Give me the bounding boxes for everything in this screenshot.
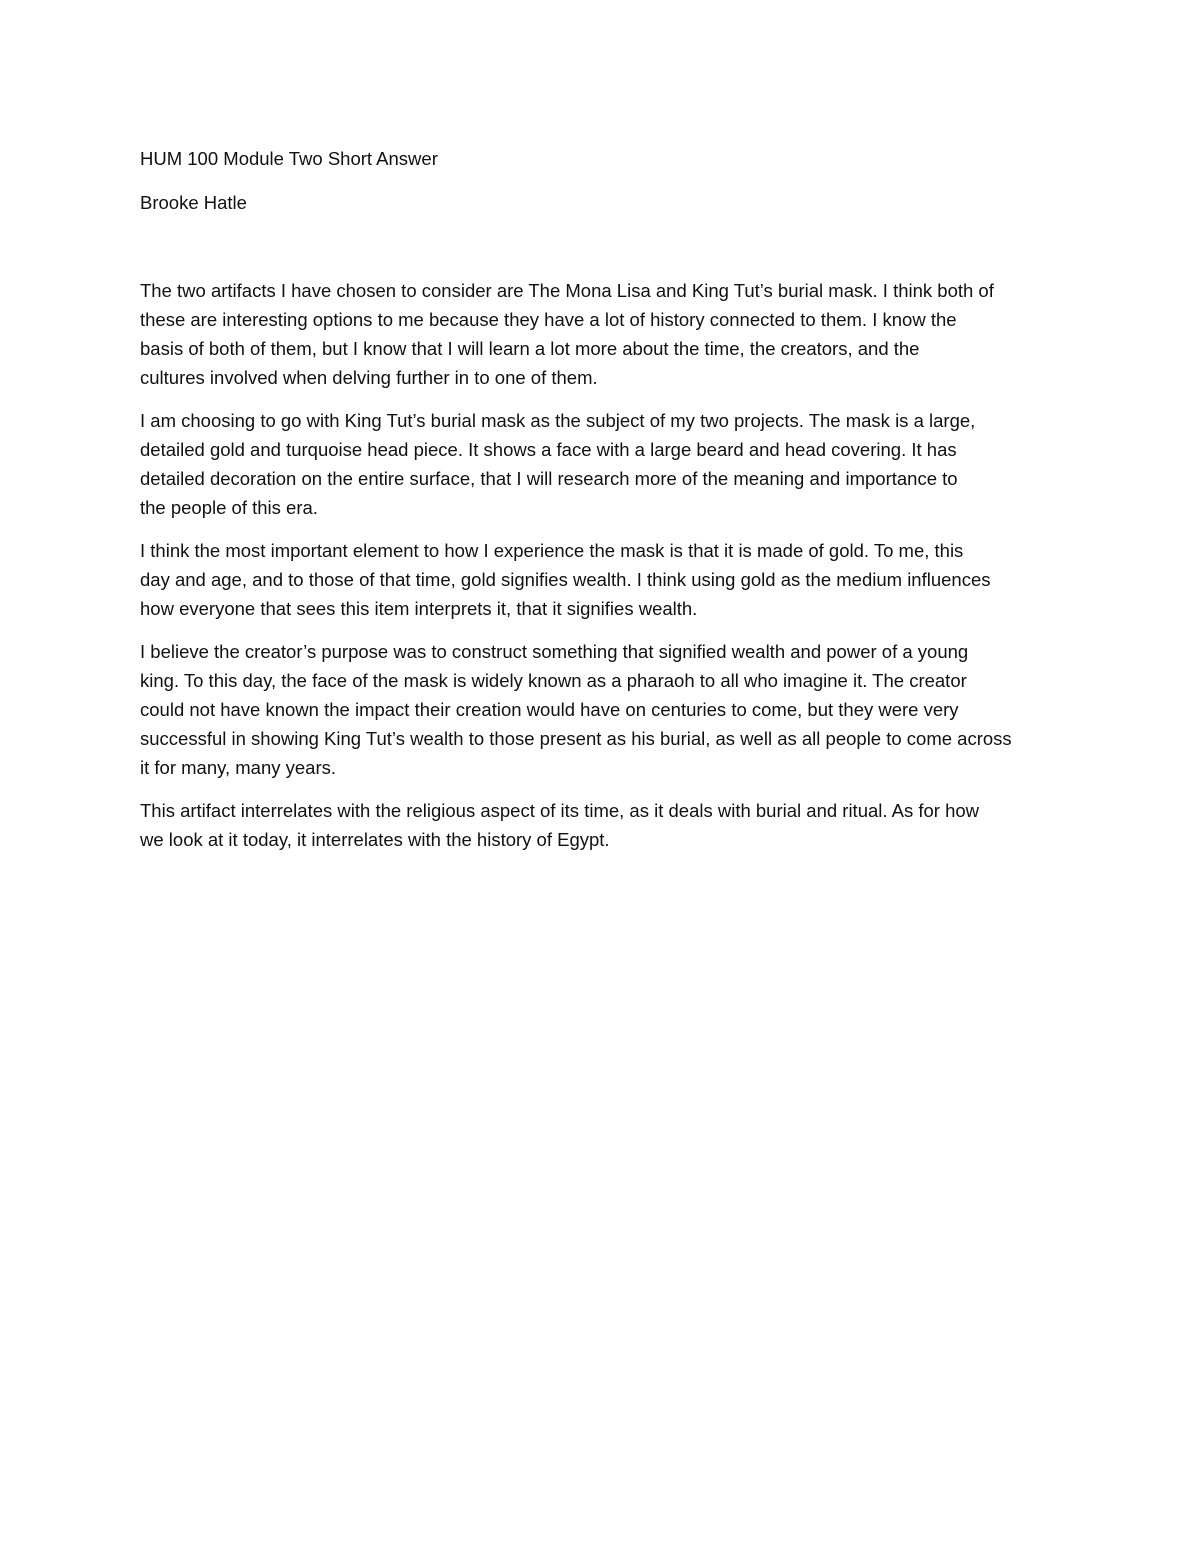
paragraph-2 (140, 406, 1065, 522)
paragraph-line: I think the most important element to how I experience the mask is that it is made of gold. To me, this (140, 540, 964, 561)
author-name: Brooke Hatle (140, 192, 247, 213)
paragraph-line: The two artifacts I have chosen to consider are The Mona Lisa and King Tut’s burial mask. I think both of (140, 280, 994, 301)
paragraph-line: the people of this era. (140, 497, 318, 518)
paragraph-line: This artifact interrelates with the religious aspect of its time, as it deals with burial and ritual. As for how (140, 800, 980, 821)
document-title: HUM 100 Module Two Short Answer (140, 148, 438, 169)
paragraph-4 (140, 637, 1065, 782)
paragraph-3 (140, 536, 1065, 623)
paragraph-line: it for many, many years. (140, 757, 337, 778)
paragraph-line: basis of both of them, but I know that I will learn a lot more about the time, the creators, and the (140, 338, 920, 359)
paragraph-line: could not have known the impact their creation would have on centuries to come, but they were very (140, 699, 959, 720)
paragraph-line: successful in showing King Tut’s wealth to those present as his burial, as well as all people to come across (140, 728, 1012, 749)
paragraph-line: detailed gold and turquoise head piece. It shows a face with a large beard and head covering. It has (140, 439, 957, 460)
paragraph-line: king. To this day, the face of the mask is widely known as a pharaoh to all who imagine it. The creator (140, 670, 967, 691)
paragraph-line: I am choosing to go with King Tut’s burial mask as the subject of my two projects. The mask is a large, (140, 410, 976, 431)
paragraph-line: how everyone that sees this item interprets it, that it signifies wealth. (140, 598, 698, 619)
document-body (140, 144, 1065, 868)
paragraph-1 (140, 276, 1065, 392)
paragraph-line: these are interesting options to me because they have a lot of history connected to them. I know the (140, 309, 957, 330)
paragraph-line: day and age, and to those of that time, gold signifies wealth. I think using gold as the medium influences (140, 569, 991, 590)
paragraph-line: detailed decoration on the entire surface, that I will research more of the meaning and importance to (140, 468, 958, 489)
paragraph-line: cultures involved when delving further in to one of them. (140, 367, 598, 388)
paragraph-5 (140, 796, 1065, 854)
paragraph-line: I believe the creator’s purpose was to construct something that signified wealth and power of a young (140, 641, 969, 662)
blank-line (140, 232, 1065, 276)
paragraph-line: we look at it today, it interrelates with the history of Egypt. (140, 829, 610, 850)
